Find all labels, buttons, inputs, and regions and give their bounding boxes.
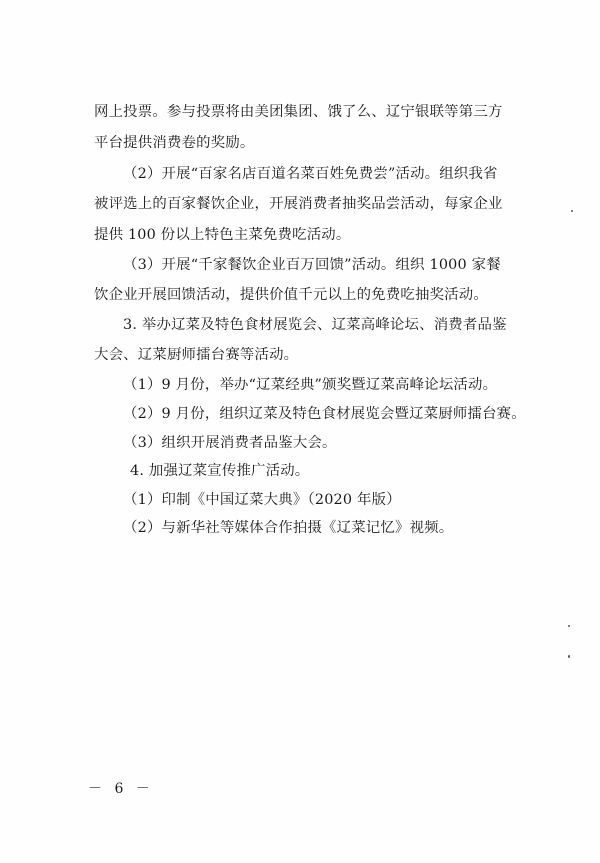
body-line: （2）与新华社等媒体合作拍摄《辽菜记忆》视频。 (123, 520, 454, 536)
body-line: 平台提供消费卷的奖励。 (94, 135, 255, 151)
body-line: （2）9 月份，组织辽菜及特色食材展览会暨辽菜厨师擂台赛。 (123, 406, 526, 422)
section-heading: 4. 加强辽菜宣传推广活动。 (130, 463, 310, 479)
body-line: （3）组织开展消费者品鉴大会。 (123, 435, 337, 451)
body-line: （2）开展“百家名店百道名菜百姓免费尝”活动。组织我省 (123, 166, 498, 182)
body-line: 提供 100 份以上特色主菜免费吃活动。 (94, 227, 351, 243)
scan-speck (568, 625, 570, 627)
body-line: （1）印制《中国辽菜大典》（2020 年版） (123, 492, 401, 508)
body-line: （3）开展“千家餐饮企业百万回馈”活动。组织 1000 家餐 (123, 257, 501, 273)
body-line: （1）9 月份，举办“辽菜经典”颁奖暨辽菜高峰论坛活动。 (123, 377, 498, 393)
body-line: 网上投票。参与投票将由美团集团、饿了么、辽宁银联等第三方 (94, 104, 503, 120)
body-line: 大会、辽菜厨师擂台赛等活动。 (94, 347, 299, 363)
body-line: 饮企业开展回馈活动，提供价值千元以上的免费吃抽奖活动。 (94, 287, 488, 303)
scan-speck (568, 655, 570, 658)
body-line: 被评选上的百家餐饮企业，开展消费者抽奖品尝活动，每家企业 (94, 196, 503, 212)
body-line: 3. 举办辽菜及特色食材展览会、辽菜高峰论坛、消费者品鉴 (123, 317, 507, 333)
page-number: － 6 － (88, 781, 154, 797)
scan-speck (571, 210, 573, 212)
